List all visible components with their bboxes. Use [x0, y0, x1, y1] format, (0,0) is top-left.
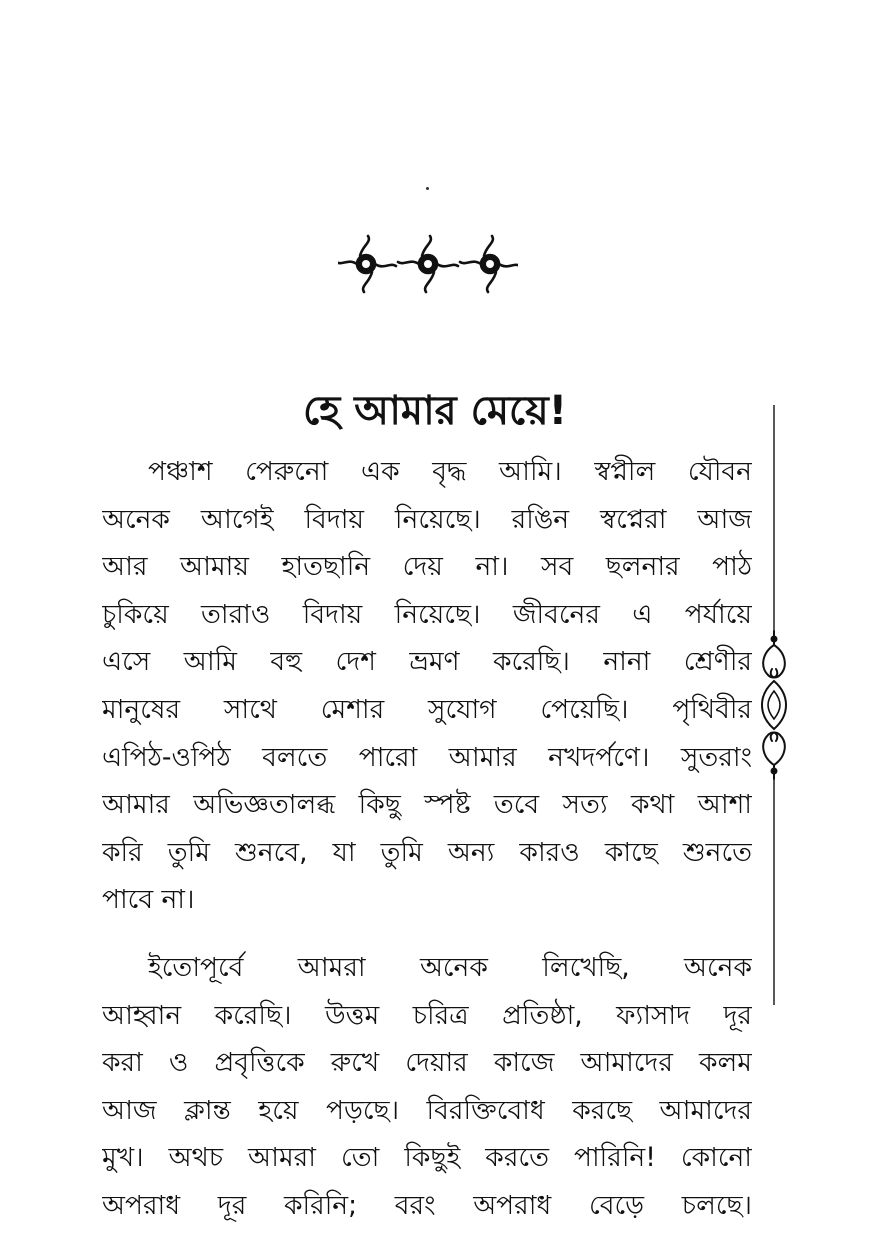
text-line: মানুষের সাথে মেশার সুযোগ পেয়েছি। পৃথিবীর	[102, 693, 752, 725]
text-line: চুকিয়ে তারাও বিদায় নিয়েছে। জীবনের এ পর্যায়ে	[102, 598, 752, 630]
text-line: ইতোপূর্বে আমরা অনেক লিখেছি, অনেক	[148, 952, 752, 983]
text-line: আহ্বান করেছি। উত্তম চরিত্র প্রতিষ্ঠা, ফ্যাসাদ দূর	[102, 999, 752, 1031]
text-line: আমার অভিজ্ঞতালব্ধ কিছু স্পষ্ট তবে সত্য কথা আশা	[102, 789, 752, 821]
chapter-title: হে আমার মেয়ে!	[303, 388, 567, 434]
fleuron-ornament-icon	[338, 232, 518, 296]
text-line: করা ও প্রবৃত্তিকে রুখে দেয়ার কাজে আমাদের কলম	[102, 1047, 752, 1079]
paragraph-1	[102, 448, 752, 924]
text-line: আর আমায় হাতছানি দেয় না। সব ছলনার পাঠ	[102, 551, 752, 583]
text-line: মুখ। অথচ আমরা তো কিছুই করতে পারিনি! কোনো	[102, 1142, 752, 1174]
print-speck	[426, 187, 429, 190]
paragraph-2	[102, 944, 752, 1230]
text-line: আজ ক্লান্ত হয়ে পড়ছে। বিরক্তিবোধ করছে আমাদের	[102, 1094, 752, 1126]
text-line: পাবে না।	[102, 884, 195, 916]
text-line: অপরাধ দূর করিনি; বরং অপরাধ বেড়ে চলছে।	[102, 1189, 752, 1221]
text-line: অনেক আগেই বিদায় নিয়েছে। রঙিন স্বপ্নেরা আজ	[102, 503, 752, 535]
text-line: এসে আমি বহু দেশ ভ্রমণ করেছি। নানা শ্রেণীর	[102, 646, 752, 678]
text-line: পঞ্চাশ পেরুনো এক বৃদ্ধ আমি। স্বপ্নীল যৌবন	[148, 456, 752, 487]
side-ornament-rule-icon	[754, 405, 794, 1005]
text-line: এপিঠ-ওপিঠ বলতে পারো আমার নখদর্পণে। সুতরাং	[102, 741, 752, 773]
text-line: করি তুমি শুনবে, যা তুমি অন্য কারও কাছে শুনতে	[102, 836, 752, 868]
